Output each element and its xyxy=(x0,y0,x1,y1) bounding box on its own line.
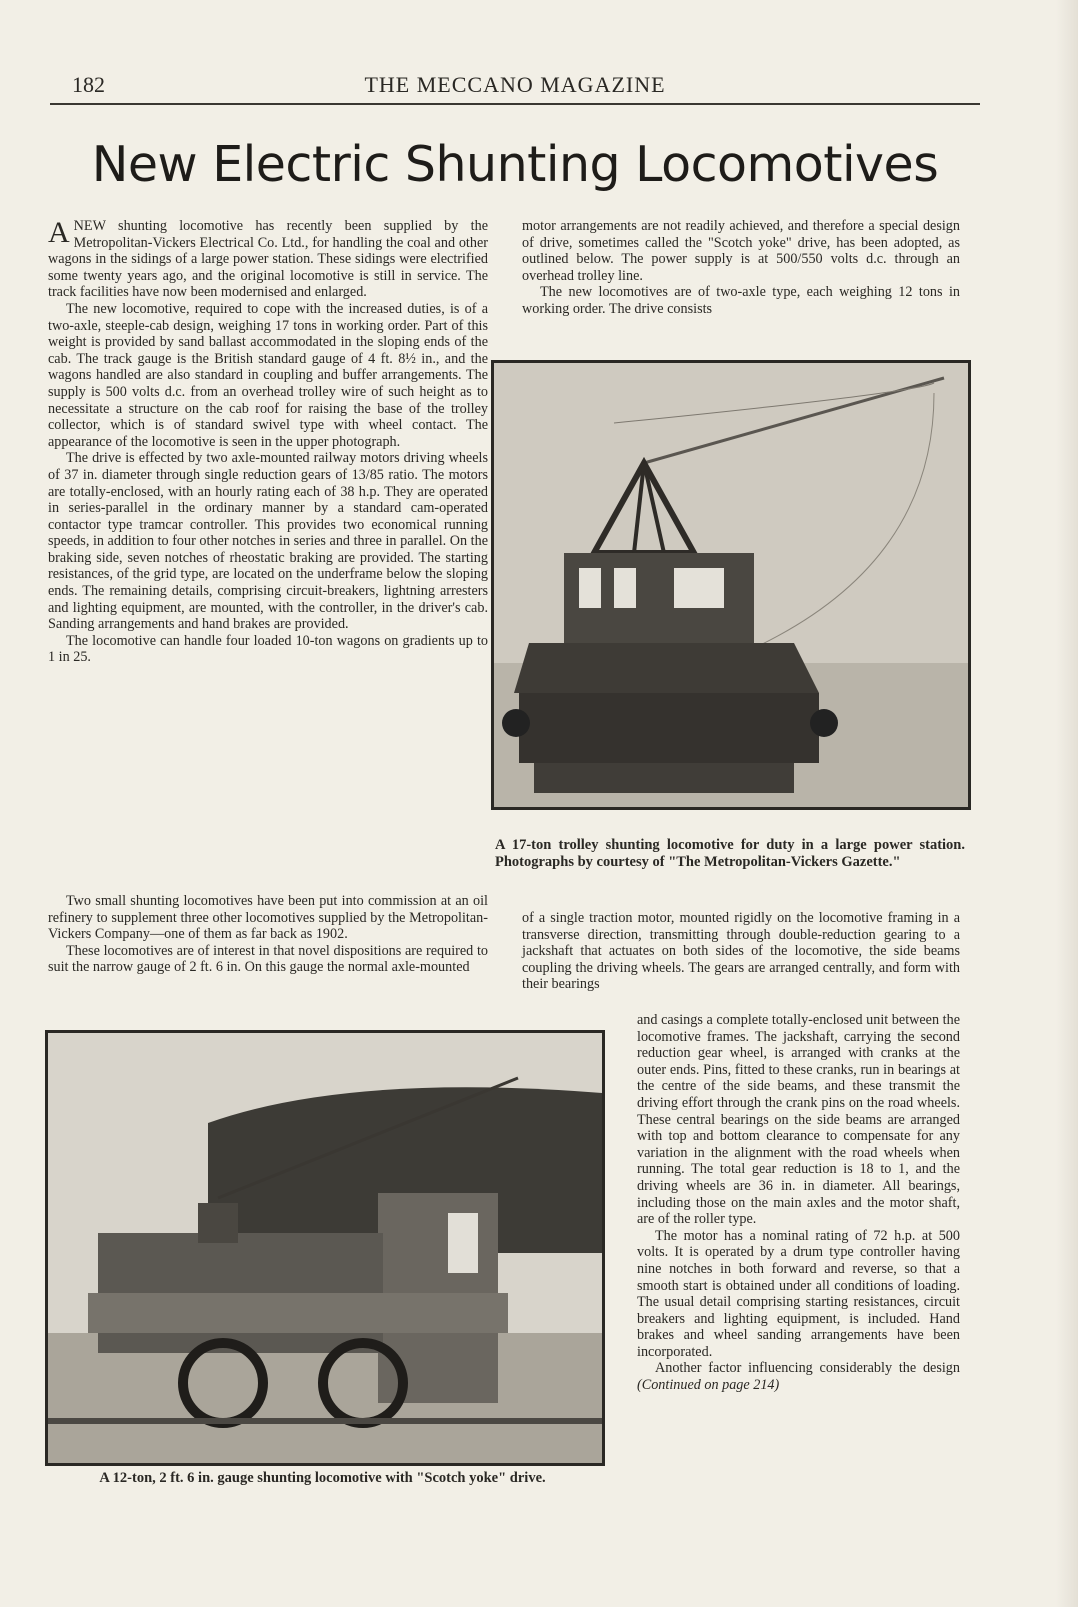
narrow-gauge-locomotive-illustration xyxy=(48,1033,602,1463)
caption-top-photo: A 17-ton trolley shunting locomotive for duty in a large power station. Photographs by courtesy of "The Metropolitan-Vickers Gazette." xyxy=(495,837,965,870)
header-rule xyxy=(50,103,980,105)
paragraph: and casings a complete totally-enclosed unit between the locomotive frames. The jackshaft, carrying the second reduction gear wheel, is arranged with cranks at the outer ends. Pins, fitted to these cranks, run in bearings at the centre of the side beams, and these transmit the driving effort through the crank pins on the road wheels. These central bearings on the side beams are arranged with top and bottom clearance to compensate for any variation in the alignment with the road wheels when running. The total gear reduction is 18 to 1, and the driving wheels are 36 in. in diameter. All bearings, including those on the main axles and the motor shaft, are of the roller type. xyxy=(637,1012,960,1228)
paragraph: The locomotive can handle four loaded 10-ton wagons on gradients up to 1 in 25. xyxy=(48,632,488,666)
paragraph: of a single traction motor, mounted rigidly on the locomotive framing in a transverse direction, transmitting through double-reduction gearing to a jackshaft that actuates on both sides of the locomotive, the side beams coupling the driving wheels. The gears are arranged centrally, and form with their bearings xyxy=(522,910,960,993)
left-column-upper xyxy=(48,218,488,666)
steeple-cab-locomotive-illustration xyxy=(494,363,968,807)
right-column-upper xyxy=(522,218,960,318)
page-number: 182 xyxy=(72,72,105,97)
photo-trolley-locomotive xyxy=(491,360,971,810)
paragraph: The new locomotives are of two-axle type, each weighing 12 tons in working order. The drive consists xyxy=(522,284,960,317)
page-header xyxy=(50,70,980,100)
caption-bottom-photo: A 12-ton, 2 ft. 6 in. gauge shunting locomotive with "Scotch yoke" drive. xyxy=(99,1470,546,1486)
paragraph: These locomotives are of interest in that novel dispositions are required to suit the narrow gauge of 2 ft. 6 in. On this gauge the normal axle-mounted xyxy=(48,942,488,976)
photo-scotch-yoke-locomotive xyxy=(45,1030,605,1466)
paragraph: motor arrangements are not readily achieved, and therefore a special design of drive, sometimes called the "Scotch yoke" drive, has been adopted, as outlined below. The power supply is at 500/550 volts d.c. through an overhead trolley line. xyxy=(522,218,960,284)
paragraph-text: Another factor influencing considerably the design xyxy=(655,1360,960,1377)
right-column-lower xyxy=(637,1012,960,1394)
paragraph xyxy=(637,1360,960,1393)
article-title: New Electric Shunting Locomotives xyxy=(91,136,939,193)
right-column-middle xyxy=(522,910,960,993)
paragraph: The motor has a nominal rating of 72 h.p. at 500 volts. It is operated by a drum type controller having nine notches in both forward and reverse, so that a smooth start is obtained under all conditions of loading. The usual detail comprising starting resistances, circuit breakers and lighting equipment, is included. Hand brakes and wheel sanding arrangements have been incorporated. xyxy=(637,1227,960,1360)
paragraph: The new locomotive, required to cope with the increased duties, is of a two-axle, steeple-cab design, weighing 17 tons in working order. Part of this weight is provided by sand ballast accommodated in the sloping ends of the cab. The track gauge is the British standard gauge of 4 ft. 8½ in., and the wagons handled are also standard in coupling and buffer arrangements. The supply is 500 volts d.c. from an overhead trolley wire of such height as to necessitate a structure on the cab roof for raising the base of the trolley collector, which is of standard swivel type with wheel contact. The appearance of the locomotive is seen in the upper photograph. xyxy=(48,300,488,450)
continued-note: (Continued on page 214) xyxy=(637,1377,780,1394)
page-edge xyxy=(1056,0,1078,1607)
left-column-lower xyxy=(48,893,488,976)
magazine-title: THE MECCANO MAGAZINE xyxy=(364,72,666,97)
paragraph xyxy=(48,218,488,301)
paragraph: The drive is effected by two axle-mounted railway motors driving wheels of 37 in. diameter through single reduction gears of 13/85 ratio. The motors are totally-enclosed, with an hourly rating each of 38 h.p. They are operated in series-parallel in the ordinary manner by a standard cam-operated contactor type tramcar controller. This provides two economical running speeds, in addition to four other notches in series and three in parallel. On the braking side, seven notches of rheostatic braking are provided. The starting resistances, of the grid type, are located on the underframe below the sloping ends. The remaining details, comprising circuit-breakers, lightning arresters and lighting equipment, are mounted, with the controller, in the driver's cab. Sanding arrangements and hand brakes are provided. xyxy=(48,450,488,633)
drop-cap: A xyxy=(48,216,70,249)
paragraph: Two small shunting locomotives have been put into commission at an oil refinery to supplement three other locomotives supplied by the Metropolitan-Vickers Company—one of them as far back as 1902. xyxy=(48,893,488,943)
paragraph-text: NEW shunting locomotive has recently been supplied by the Metropolitan-Vickers Electrical Co. Ltd., for handling the coal and other wagons in the sidings of a large power station. These sidings were electrified some twenty years ago, and the original locomotive is still in service. The track facilities have now been modernised and enlarged. xyxy=(48,218,488,301)
